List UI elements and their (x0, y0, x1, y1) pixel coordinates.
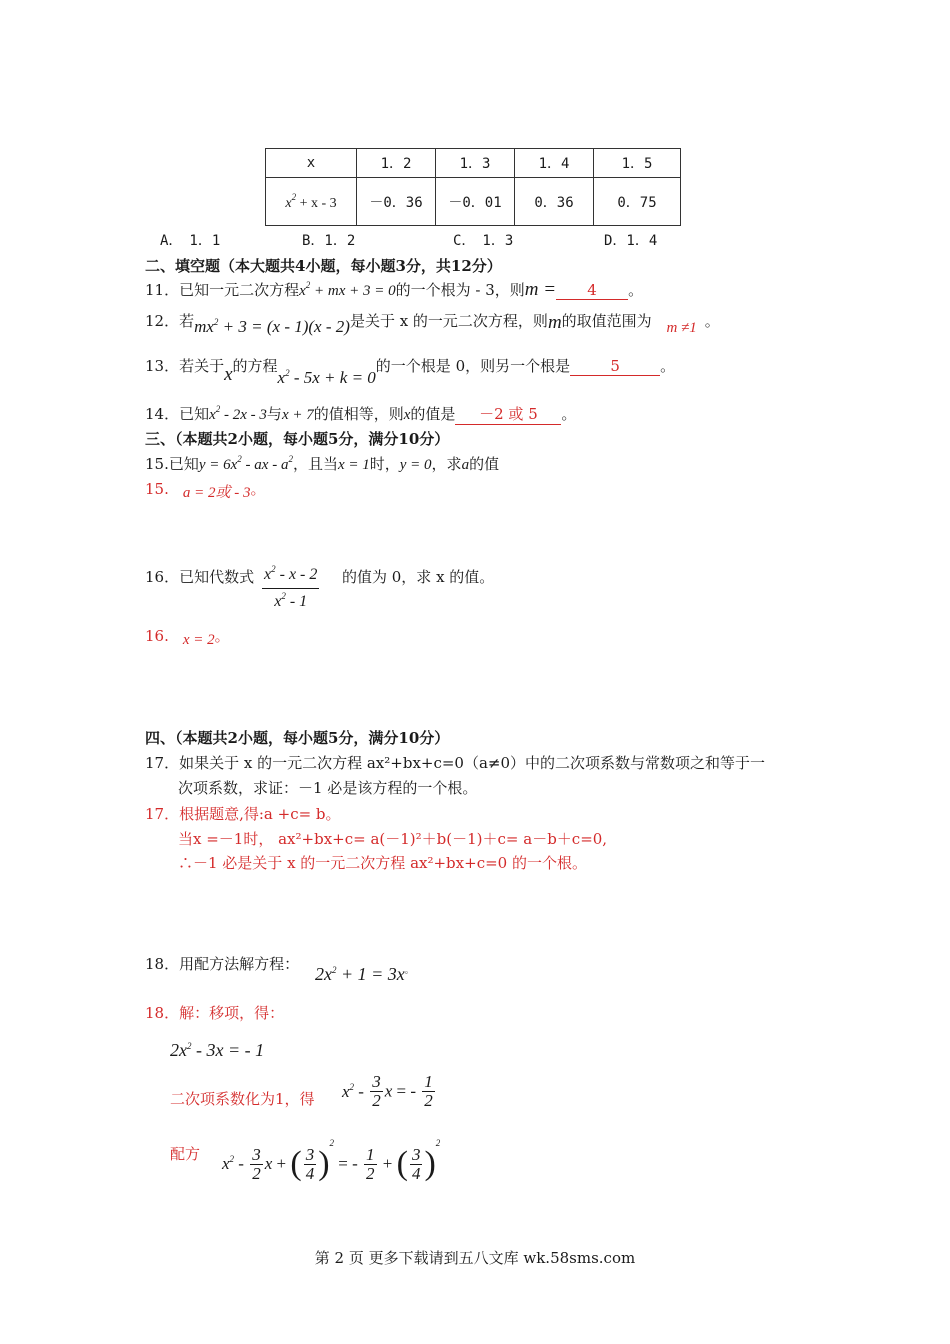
section-heading: 二、填空题（本大题共4小题，每小题3分，共12分） (145, 257, 502, 275)
table-cell: －0．36 (357, 178, 436, 226)
question-17-line-2: 次项系数，求证：－1 必是该方程的一个根。 (178, 779, 478, 797)
question-16: 16．已知代数式 (145, 568, 255, 586)
table-cell: 0．75 (594, 178, 681, 226)
table-cell: x (266, 149, 357, 178)
option-d: D．1．4 (604, 233, 658, 249)
answer-text: m ≠1 (666, 320, 697, 336)
section-heading: 四、（本题共2小题，每小题5分，满分10分） (145, 729, 450, 747)
table-cell: 1．4 (515, 149, 594, 178)
answer-blank: 4 (556, 281, 628, 300)
option-a: A． 1．1 (160, 233, 221, 249)
table-cell: 1．5 (594, 149, 681, 178)
section-heading: 三、（本题共2小题，每小题5分，满分10分） (145, 430, 450, 448)
table-value-row (266, 178, 681, 226)
answer-17-line-2: 当x =－1时， ax²+bx+c= a(－1)²＋b(－1)＋c= a－b＋c=0, (178, 830, 608, 848)
question-16-end: 的值为 0，求 x 的值。 (342, 568, 495, 586)
question-18: 18．用配方法解方程： (145, 955, 300, 973)
answer-17-line-3: ∴－1 必是关于 x 的一元二次方程 ax²+bx+c=0 的一个根。 (178, 854, 587, 872)
answer-18-step-2-label: 二次项系数化为1，得 (170, 1090, 315, 1108)
answer-15: 15. a = 2或 - 3。 (145, 480, 266, 501)
question-14: 14．已知$x^2 - 2x - 3$与x + 7的值相等，则x的值是 －2 或 5 。 (145, 404, 577, 423)
answer-16: 16. x = 2。 (145, 627, 230, 648)
table-row-label: $x^2 + x - 3$ (266, 178, 357, 226)
table-cell: 1．2 (357, 149, 436, 178)
answer-18-step-3-label: 配方 (170, 1145, 201, 1163)
question-15: 15.已知$y = 6x^2$ - ax - $a^2$，且当x = 1时，y = 0，求a的值 (145, 454, 500, 473)
answer-blank: 5 (570, 357, 660, 376)
answer-18-step-2-equation: $x^2$ - $\frac{3}{2}$ x = - $\frac{1}{2}$ (342, 1072, 433, 1110)
question-12: 12．若$mx^2 + 3 = (x - 1)(x - 2)$是关于 x 的一元二次方程，则m的取值范围为 m ≠1 。 (145, 312, 720, 336)
table-cell: －0．01 (436, 178, 515, 226)
table-cell: 1．3 (436, 149, 515, 178)
option-b: B．1．2 (302, 233, 356, 249)
fraction: $x^2$ - x - 2 $x^2 - 1$ (264, 564, 318, 610)
option-c: C． 1．3 (453, 233, 514, 249)
answer-18-step-3-equation: $x^2$ - $\frac{3}{2}$ x + ( $\frac{3}{4}$ )$^2$ = - $\frac{1}{2}$ + ( $\frac{3}{4}$ )$^2$ (222, 1138, 441, 1183)
question-13: 13．若关于x的方程$x^2 - 5x + k = 0$的一个根是 0，则另一个根是 5 。 (145, 357, 676, 387)
data-table (265, 148, 681, 226)
table-cell: 0．36 (515, 178, 594, 226)
table-header-row (266, 149, 681, 178)
question-11: 11．已知一元二次方程$x^2$ + mx + 3 = 0的一个根为 - 3，则m = 4 。 (145, 279, 644, 300)
question-17-line-1: 17．如果关于 x 的一元二次方程 ax²+bx+c=0（a≠0）中的二次项系数与常数项之和等于一 (145, 754, 766, 772)
answer-blank: －2 或 5 (455, 403, 561, 425)
answer-18-step-1: $2x^2 - 3x$ = - 1 (170, 1040, 265, 1060)
page-footer: 第 2 页 更多下载请到五八文库 wk.58sms.com (314, 1249, 636, 1267)
answer-17-line-1: 17．根据题意,得:a +c= b。 (145, 805, 341, 823)
question-18-equation: $2x^2 + 1 = 3x^。$ (315, 964, 414, 984)
answer-18-label: 18．解：移项，得： (145, 1004, 285, 1022)
